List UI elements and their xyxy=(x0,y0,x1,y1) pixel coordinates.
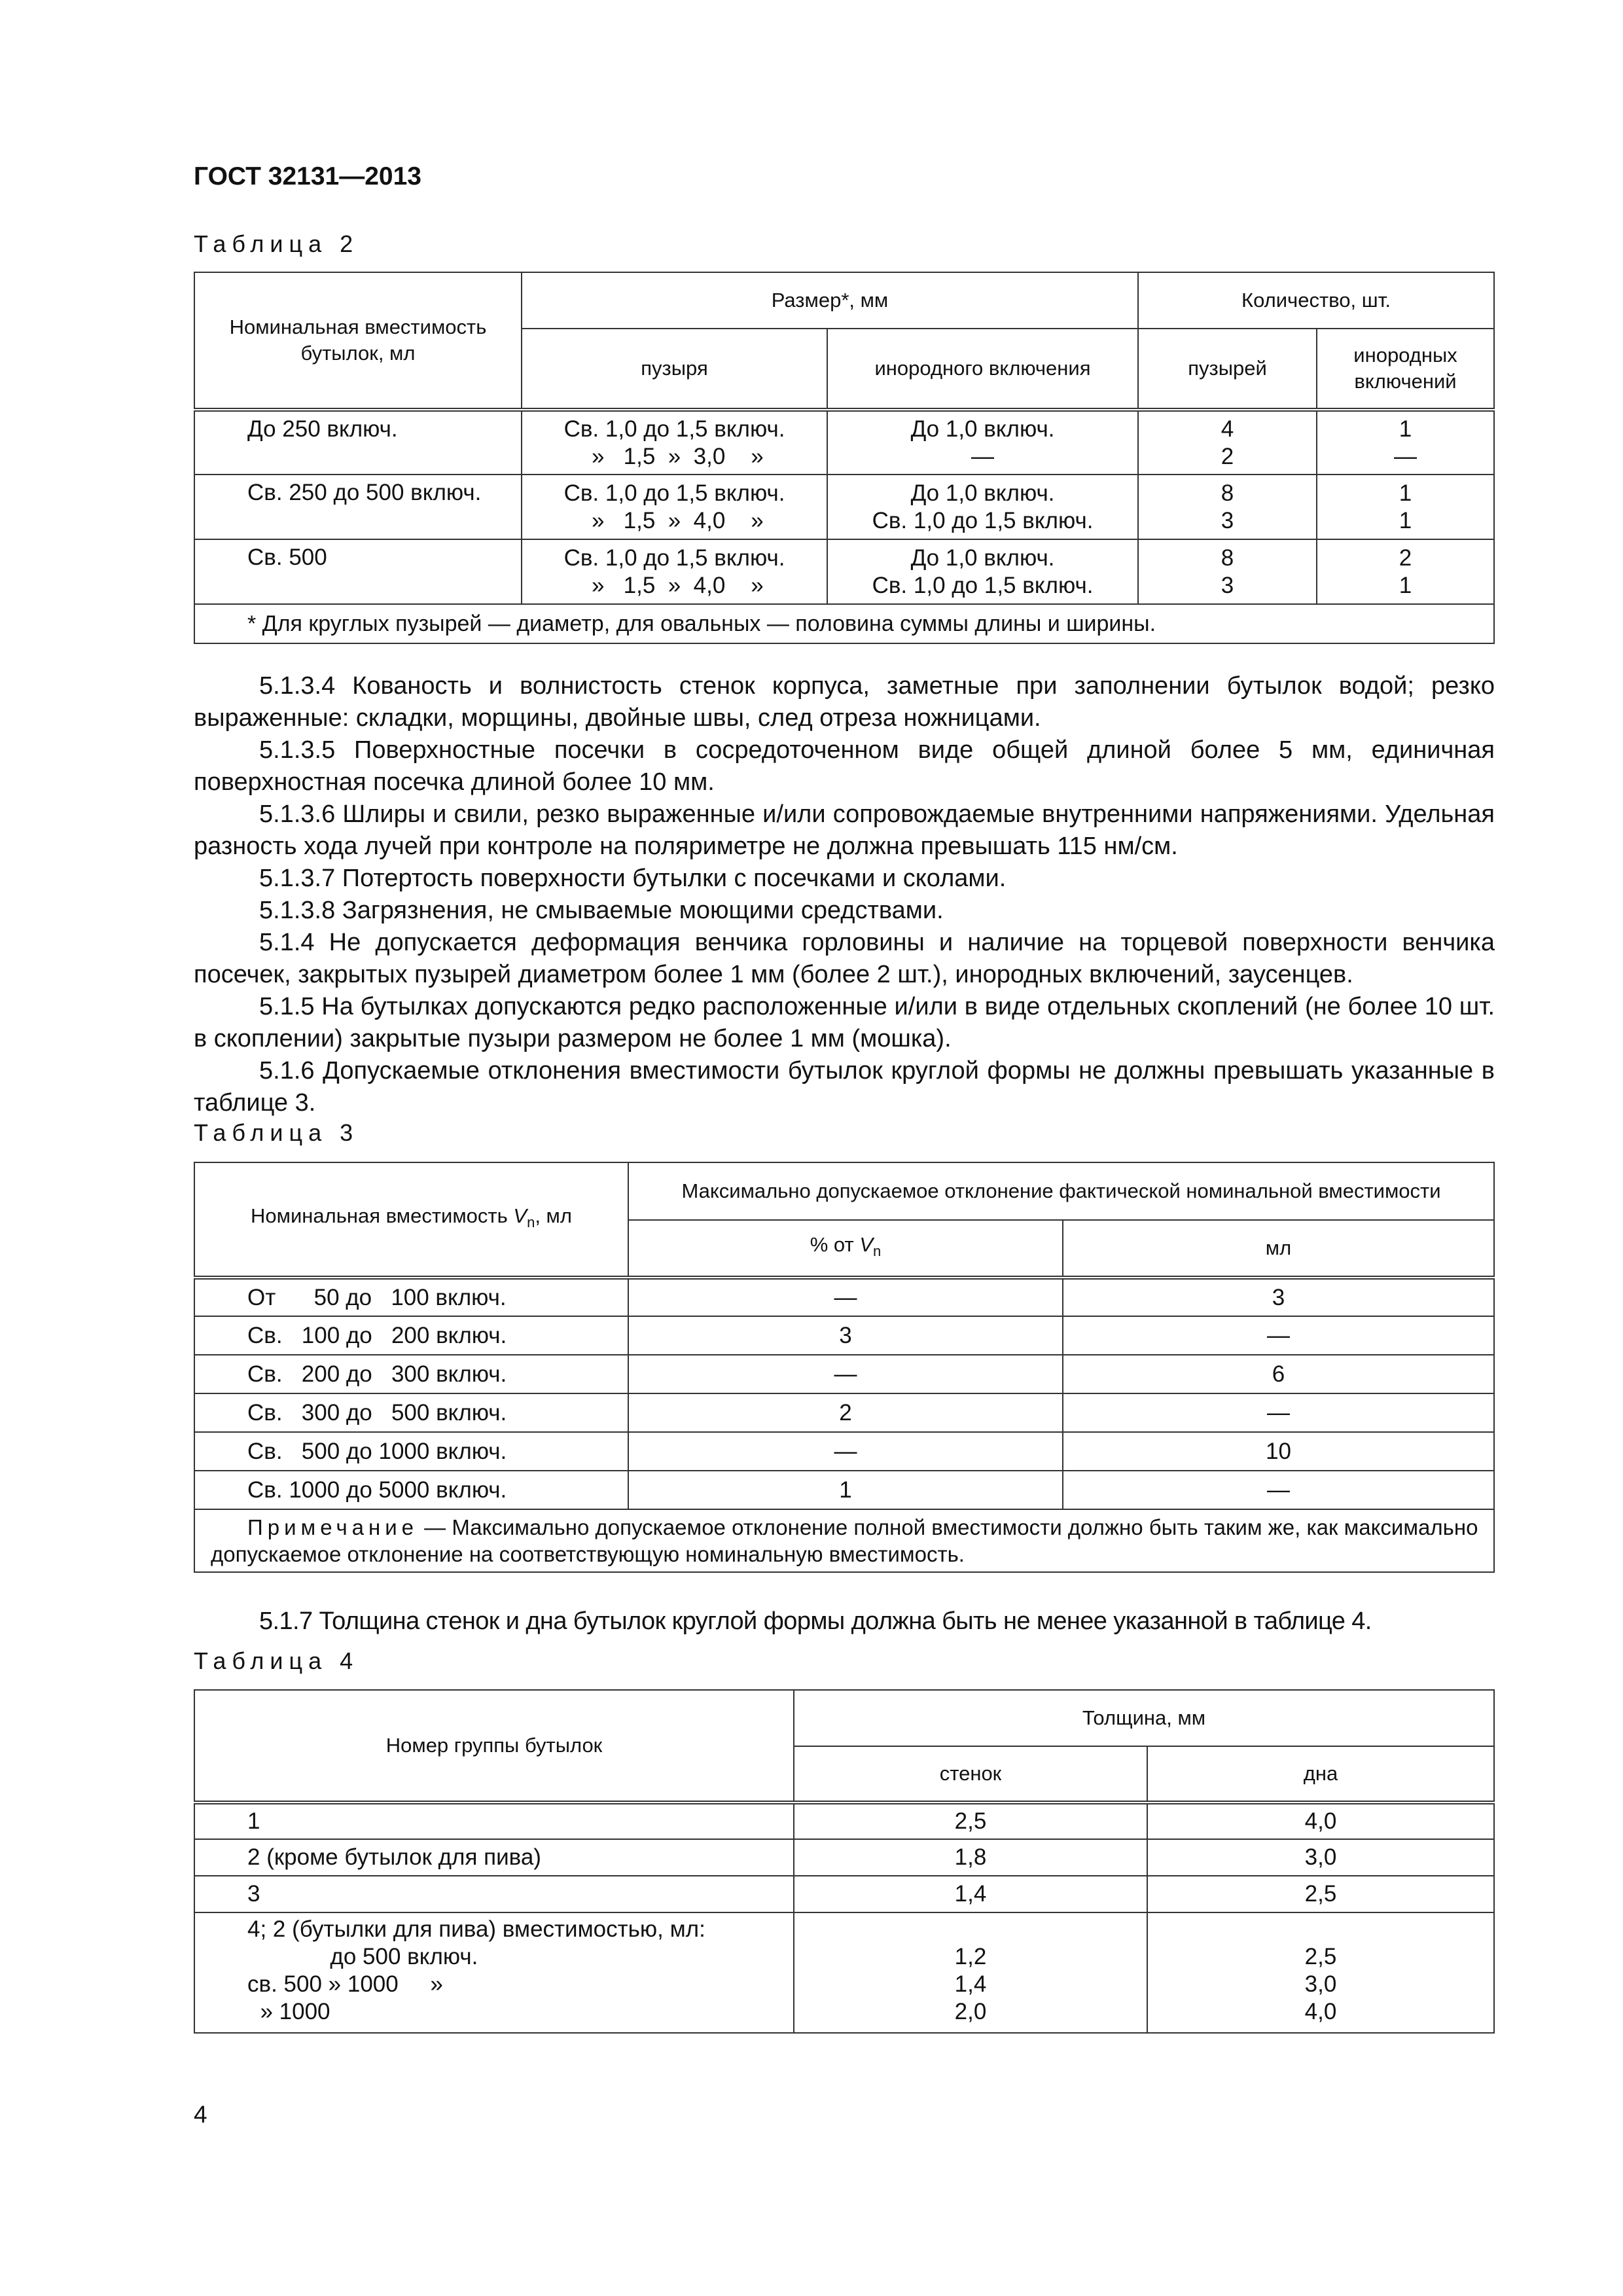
table2-cell-size-bubble: Св. 1,0 до 1,5 включ. » 1,5 » 4,0 » xyxy=(522,475,827,539)
table3-cell-ml: 6 xyxy=(1063,1355,1494,1393)
table-row xyxy=(194,1432,1494,1471)
paragraph-5-1-3-6: 5.1.3.6 Шлиры и свили, резко выраженные и/или сопровождаемые внутренними напряжениями. Удельная разность хода лучей при контроле на поляриметре не должна превышать 115 нм/см. xyxy=(194,800,1495,860)
table2-head-inclusion: инородного включения xyxy=(827,329,1138,410)
table-row xyxy=(194,1839,1494,1876)
table3-cell-percent: — xyxy=(628,1432,1063,1471)
table2 xyxy=(194,272,1495,644)
table-row xyxy=(194,475,1494,539)
table3-caption: Таблица 3 xyxy=(194,1119,359,1146)
page-number: 4 xyxy=(194,2101,207,2128)
table3-cell-capacity: Св. 300 до 500 включ. xyxy=(194,1393,628,1432)
paragraph-5-1-7: 5.1.7 Толщина стенок и дна бутылок круглой формы должна быть не менее указанной в таблице 4. xyxy=(259,1607,1372,1635)
table3-head-ml: мл xyxy=(1063,1220,1494,1278)
table3-head-max-deviation: Максимально допускаемое отклонение фактической номинальной вместимости xyxy=(628,1162,1494,1220)
table3-cell-percent: 1 xyxy=(628,1471,1063,1509)
table4-cell-group: 1 xyxy=(194,1803,794,1839)
table2-cell-capacity: Св. 250 до 500 включ. xyxy=(194,475,522,539)
table4-cell-walls: 1,8 xyxy=(794,1839,1147,1876)
document-header: ГОСТ 32131—2013 xyxy=(194,162,421,190)
table2-cell-size-bubble: Св. 1,0 до 1,5 включ. » 1,5 » 4,0 » xyxy=(522,539,827,604)
table3-head-capacity: Номинальная вместимость $V_n$, мл xyxy=(194,1162,628,1278)
table3-cell-percent: 2 xyxy=(628,1393,1063,1432)
table-row xyxy=(194,1393,1494,1432)
table2-cell-qty-inclusions: 1 1 xyxy=(1317,475,1494,539)
table-row xyxy=(194,1278,1494,1316)
table4-cell-walls: 1,4 xyxy=(794,1876,1147,1912)
table3-note: Примечание — Максимально допускаемое отклонение полной вместимости должно быть таким же, как максимально допускаемое отклонение на соответствующую номинальную вместимость. xyxy=(194,1509,1494,1572)
paragraph-5-1-3-4: 5.1.3.4 Кованость и волнистость стенок корпуса, заметные при заполнении бутылок водой; резко выраженные: складки, морщины, двойные швы, след отреза ножницами. xyxy=(194,672,1495,732)
table-row xyxy=(194,1316,1494,1355)
table4-caption: Таблица 4 xyxy=(194,1647,359,1674)
table4-head-bottom: дна xyxy=(1147,1746,1494,1803)
table2-cell-size-inclusion: До 1,0 включ. — xyxy=(827,410,1138,475)
table3-cell-capacity: Св. 200 до 300 включ. xyxy=(194,1355,628,1393)
table2-head-capacity: Номинальная вместимость бутылок, мл xyxy=(194,272,522,410)
table2-cell-capacity: Св. 500 xyxy=(194,539,522,604)
table3-cell-capacity: Св. 500 до 1000 включ. xyxy=(194,1432,628,1471)
table-row xyxy=(194,1912,1494,2033)
table3-cell-percent: — xyxy=(628,1355,1063,1393)
table3-cell-ml: 3 xyxy=(1063,1278,1494,1316)
table3-cell-ml: — xyxy=(1063,1316,1494,1355)
table4-cell-bottom: 3,0 xyxy=(1147,1839,1494,1876)
table-row xyxy=(194,1876,1494,1912)
body-text-section xyxy=(194,670,1495,1119)
paragraph-5-1-6: 5.1.6 Допускаемые отклонения вместимости бутылок круглой формы не должны превышать указанные в таблице 3. xyxy=(194,1057,1495,1117)
table3-cell-capacity: Св. 1000 до 5000 включ. xyxy=(194,1471,628,1509)
table4-cell-group: 2 (кроме бутылок для пива) xyxy=(194,1839,794,1876)
table3-cell-ml: — xyxy=(1063,1471,1494,1509)
table3-cell-capacity: Св. 100 до 200 включ. xyxy=(194,1316,628,1355)
table3-cell-percent: — xyxy=(628,1278,1063,1316)
table-row xyxy=(194,1803,1494,1839)
table2-head-inclusions: инородных включений xyxy=(1317,329,1494,410)
table-row xyxy=(194,539,1494,604)
paragraph-5-1-5: 5.1.5 На бутылках допускаются редко расположенные и/или в виде отдельных скоплений (не более 10 шт. в скоплении) закрытые пузыри размером не более 1 мм (мошка). xyxy=(194,993,1495,1052)
table3-cell-ml: — xyxy=(1063,1393,1494,1432)
table2-head-quantity: Количество, шт. xyxy=(1138,272,1494,329)
table-row xyxy=(194,410,1494,475)
table3 xyxy=(194,1162,1495,1573)
table2-cell-qty-bubbles: 8 3 xyxy=(1138,539,1317,604)
paragraph-5-1-3-7: 5.1.3.7 Потертость поверхности бутылки с посечками и сколами. xyxy=(259,865,1007,892)
body-text-section-2 xyxy=(194,1605,1495,1638)
table3-cell-percent: 3 xyxy=(628,1316,1063,1355)
table4-cell-bottom: 2,5 xyxy=(1147,1876,1494,1912)
table4-cell-group: 4; 2 (бутылки для пива) вместимостью, мл: до 500 включ. св. 500 » 1000 » » 1000 xyxy=(194,1912,794,2033)
table2-head-size: Размер*, мм xyxy=(522,272,1138,329)
table4-cell-walls: 1,2 1,4 2,0 xyxy=(794,1912,1147,2033)
paragraph-5-1-3-5: 5.1.3.5 Поверхностные посечки в сосредоточенном виде общей длиной более 5 мм, единичная поверхностная посечка длиной более 10 мм. xyxy=(194,736,1495,796)
table4-head-walls: стенок xyxy=(794,1746,1147,1803)
table4-cell-bottom: 4,0 xyxy=(1147,1803,1494,1839)
table4-cell-bottom: 2,5 3,0 4,0 xyxy=(1147,1912,1494,2033)
table4 xyxy=(194,1689,1495,2034)
table2-cell-size-bubble: Св. 1,0 до 1,5 включ. » 1,5 » 3,0 » xyxy=(522,410,827,475)
table-row xyxy=(194,1471,1494,1509)
paragraph-5-1-3-8: 5.1.3.8 Загрязнения, не смываемые моющими средствами. xyxy=(259,897,944,924)
paragraph-5-1-4: 5.1.4 Не допускается деформация венчика горловины и наличие на торцевой поверхности венчика посечек, закрытых пузырей диаметром более 1 мм (более 2 шт.), инородных включений, заусенцев. xyxy=(194,929,1495,988)
table2-cell-size-inclusion: До 1,0 включ. Св. 1,0 до 1,5 включ. xyxy=(827,475,1138,539)
table4-cell-walls: 2,5 xyxy=(794,1803,1147,1839)
table4-cell-group: 3 xyxy=(194,1876,794,1912)
table2-cell-qty-inclusions: 2 1 xyxy=(1317,539,1494,604)
table2-caption: Таблица 2 xyxy=(194,230,359,257)
table4-head-group: Номер группы бутылок xyxy=(194,1690,794,1803)
table2-cell-size-inclusion: До 1,0 включ. Св. 1,0 до 1,5 включ. xyxy=(827,539,1138,604)
table2-cell-qty-bubbles: 4 2 xyxy=(1138,410,1317,475)
table3-cell-ml: 10 xyxy=(1063,1432,1494,1471)
table2-cell-capacity: До 250 включ. xyxy=(194,410,522,475)
table-row xyxy=(194,1355,1494,1393)
table2-cell-qty-bubbles: 8 3 xyxy=(1138,475,1317,539)
table2-cell-qty-inclusions: 1 — xyxy=(1317,410,1494,475)
table4-head-thickness: Толщина, мм xyxy=(794,1690,1494,1746)
table3-cell-capacity: От 50 до 100 включ. xyxy=(194,1278,628,1316)
table2-head-bubble: пузыря xyxy=(522,329,827,410)
table2-footnote: * Для круглых пузырей — диаметр, для овальных — половина суммы длины и ширины. xyxy=(194,604,1494,643)
table2-head-bubbles: пузырей xyxy=(1138,329,1317,410)
table3-head-percent: % от $V_n$ xyxy=(628,1220,1063,1278)
